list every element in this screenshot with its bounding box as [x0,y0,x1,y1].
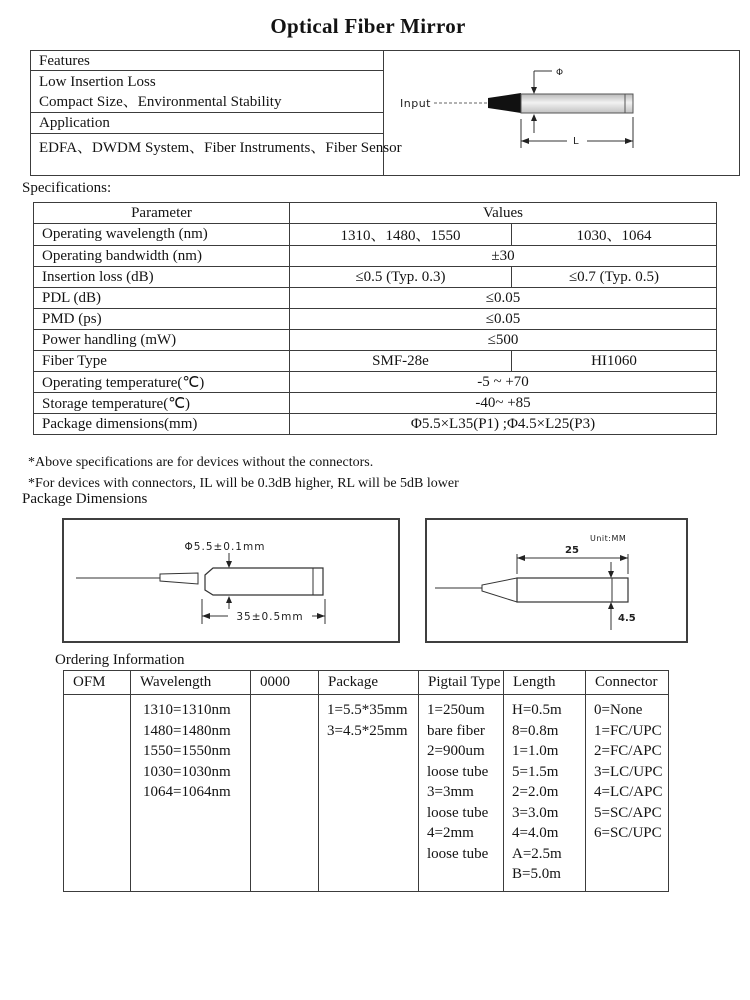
mirror-body [521,94,633,113]
ordering-option: 5=1.5m [512,763,559,780]
spec-parameter: Insertion loss (dB) [34,267,290,288]
diameter-arrow-up [531,114,537,121]
ordering-option: 1480=1480nm [143,722,231,739]
mirror-body [205,568,323,595]
spec-header-values: Values [290,203,717,224]
specifications-heading: Specifications: [22,180,112,196]
ordering-option: 1310=1310nm [143,702,231,718]
spec-row [34,351,717,372]
ordering-option: 0=None [594,702,643,718]
ordering-option: B=5.0m [512,866,561,882]
spec-parameter: Operating bandwidth (nm) [34,246,290,267]
ordering-option: 4=4.0m [512,825,559,841]
spec-parameter: PMD (ps) [34,309,290,330]
features-row [31,71,383,113]
ordering-option: 1=5.5*35mm [327,702,408,718]
mirror-body [517,578,628,602]
diameter-arrow-down [531,87,537,94]
length-dimension-label: 25 [565,545,579,556]
spec-row [34,414,717,435]
spec-value: HI1060 [512,351,717,372]
p3-drawing [427,520,686,641]
spec-parameter: Fiber Type [34,351,290,372]
package-dimensions-heading: Package Dimensions [22,491,148,507]
spec-header-row [34,203,717,224]
ordering-header-cell: Length [504,671,586,695]
ordering-column [586,695,669,892]
spec-value: ±30 [290,246,717,267]
ordering-option: 4=LC/APC [594,784,663,800]
package-drawing-p1 [62,518,400,643]
diameter-arrow-up [226,596,232,603]
ordering-header-cell: 0000 [251,671,319,695]
ordering-option: bare fiber [427,722,485,739]
ordering-header-cell: Package [319,671,419,695]
features-text: Features [39,52,90,69]
page-title: Optical Fiber Mirror [270,14,466,38]
spec-parameter: PDL (dB) [34,288,290,309]
specifications-table [33,202,717,435]
ordering-header-cell: Connector [586,671,669,695]
features-rows [31,51,402,175]
fiber-cone [482,578,517,602]
ordering-option: 2=2.0m [512,784,559,800]
ordering-body-row [64,695,669,892]
spec-row [34,246,717,267]
features-row [31,134,402,175]
spec-value: -40~ +85 [290,393,717,414]
length-dimension-label: 35±0.5mm [236,611,304,623]
spec-row [34,224,717,246]
spec-notes [28,452,459,494]
ordering-option: loose tube [427,763,489,780]
ordering-option: 2=900um [427,743,485,759]
length-symbol: L [573,136,579,147]
ordering-table [63,670,669,892]
spec-value: ≤0.05 [290,288,717,309]
spec-value: ≤500 [290,330,717,351]
ordering-option: 5=SC/APC [594,804,662,821]
ordering-header-cell: OFM [64,671,131,695]
note-line: *For devices with connectors, IL will be 0.3dB higher, RL will be 5dB lower [28,476,459,491]
features-text: Low Insertion Loss [39,73,156,90]
input-label: Input [400,97,431,110]
spec-row [34,393,717,414]
ordering-option: 1=250um [427,702,485,718]
diameter-dimension-label: Φ5.5±0.1mm [184,541,266,553]
ordering-option: loose tube [427,804,489,821]
ordering-option: 2=FC/APC [594,743,662,759]
spec-row [34,309,717,330]
spec-row [34,372,717,393]
ordering-header-cell: Pigtail Type [419,671,504,695]
features-text: Application [39,115,110,131]
product-diagram [384,51,739,175]
diameter-symbol: Φ [556,68,564,78]
spec-value: 1310、1480、1550 [290,224,512,246]
spec-value: Φ5.5×L35(P1) ;Φ4.5×L25(P3) [290,414,717,435]
spec-value: SMF-28e [290,351,512,372]
spec-parameter: Package dimensions(mm) [34,414,290,435]
ordering-option: loose tube [427,845,489,862]
unit-label: Unit:MM [590,534,627,543]
spec-value: ≤0.05 [290,309,717,330]
features-row [31,51,383,71]
ordering-column [319,695,419,892]
spec-parameter: Storage temperature(℃) [34,393,290,414]
spec-value: ≤0.5 (Typ. 0.3) [290,267,512,288]
ordering-option: 1064=1064nm [143,784,231,800]
spec-table-body [34,224,717,435]
fiber-ferrule [160,573,198,584]
ordering-heading: Ordering Information [55,652,185,668]
ordering-option: 1=FC/UPC [594,722,662,739]
note-line: *Above specifications are for devices without the connectors. [28,455,374,470]
ordering-option: 1550=1550nm [143,743,231,759]
spec-value: -5 ~ +70 [290,372,717,393]
ordering-header-cell: Wavelength [131,671,251,695]
ordering-option: 3=4.5*25mm [327,722,408,739]
fiber-boot [488,93,521,113]
ordering-option: 6=SC/UPC [594,825,662,841]
features-text: Compact Size、Environmental Stability [39,93,282,110]
diameter-arrow-down [226,561,232,568]
ordering-option: 1=1.0m [512,743,559,759]
ordering-header-row [64,671,669,695]
ordering-option: H=0.5m [512,702,562,718]
spec-parameter: Power handling (mW) [34,330,290,351]
diameter-arrow-up [608,602,614,609]
spec-value: 1030、1064 [512,224,717,246]
spec-row [34,288,717,309]
p1-drawing [64,520,398,641]
ordering-column [131,695,251,892]
features-box [30,50,740,176]
spec-header-parameter: Parameter [34,203,290,224]
spec-row [34,267,717,288]
diameter-dimension-label: 4.5 [618,613,636,624]
ordering-option: 3=3.0m [512,804,559,821]
ordering-option: 3=3mm [427,784,474,800]
fiber-mirror-drawing [384,51,739,175]
ordering-column [504,695,586,892]
ordering-option: 8=0.8m [512,722,559,739]
spec-row [34,330,717,351]
ordering-column [64,695,131,892]
features-row [31,113,383,134]
ordering-option: 4=2mm [427,825,474,841]
spec-value: ≤0.7 (Typ. 0.5) [512,267,717,288]
spec-parameter: Operating wavelength (nm) [34,224,290,246]
diameter-arrow-down [608,571,614,578]
ordering-option: 3=LC/UPC [594,763,663,780]
ordering-option: A=2.5m [512,845,562,862]
spec-parameter: Operating temperature(℃) [34,372,290,393]
features-text: EDFA、DWDM System、Fiber Instruments、Fiber Sensor [39,140,402,156]
ordering-column [419,695,504,892]
package-drawing-p3 [425,518,688,643]
ordering-option: 1030=1030nm [143,763,231,780]
ordering-column [251,695,319,892]
